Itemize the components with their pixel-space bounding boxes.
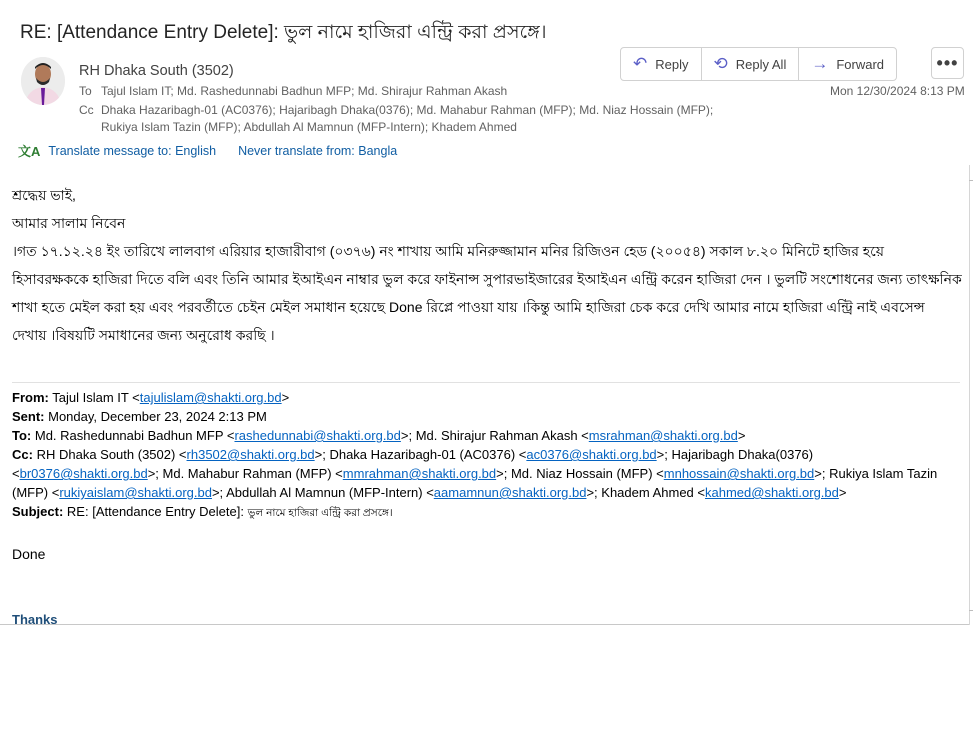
fwd-cc-email-link[interactable]: aamamnun@shakti.org.bd: [433, 485, 587, 500]
cc-line: [79, 102, 719, 136]
sender-name[interactable]: RH Dhaka South (3502): [79, 63, 234, 79]
thanks-text: Thanks: [12, 612, 58, 624]
reply-icon: ↶: [633, 54, 648, 73]
avatar-photo: [21, 57, 65, 105]
email-subject: RE: [Attendance Entry Delete]: ভুল নামে হাজিরা এন্ট্রি করা প্রসঙ্গে।: [20, 22, 547, 43]
fwd-to-label: To:: [12, 428, 32, 443]
forward-label: Forward: [836, 56, 885, 72]
fwd-cc-name: RH Dhaka South (3502) <: [36, 447, 187, 462]
fwd-from-email-link[interactable]: tajulislam@shakti.org.bd: [139, 390, 282, 405]
fwd-cc-name: >; Khadem Ahmed <: [586, 485, 705, 500]
reply-all-label: Reply All: [735, 56, 787, 72]
cc-recipients-line2[interactable]: Rukiya Islam Tazin (MFP); Abdullah Al Mamnun (MFP-Intern); Khadem Ahmed: [101, 120, 517, 134]
fwd-cc-name: >; Md. Niaz Hossain (MFP) <: [496, 466, 664, 481]
fwd-cc-name: >; Dhaka Hazaribagh-01 (AC0376) <: [314, 447, 527, 462]
scrollbar-mark: [969, 610, 973, 611]
fwd-cc-email-link[interactable]: br0376@shakti.org.bd: [19, 466, 148, 481]
forward-button[interactable]: [799, 48, 896, 80]
fwd-subject-bangla: ভুল নামে হাজিরা এন্ট্রি করা প্রসঙ্গে।: [247, 507, 393, 519]
message-body: [12, 181, 962, 349]
fwd-subject-prefix: RE: [Attendance Entry Delete]:: [66, 504, 248, 519]
greeting-line: শ্রদ্ধেয় ভাই,: [12, 187, 76, 203]
translate-link[interactable]: Translate message to: English: [48, 143, 217, 158]
scrollbar-track[interactable]: [969, 165, 970, 625]
fwd-cc-email-link[interactable]: ac0376@shakti.org.bd: [526, 447, 657, 462]
fwd-cc-email-link[interactable]: mnhossain@shakti.org.bd: [663, 466, 815, 481]
fwd-from-label: From:: [12, 390, 49, 405]
reply-done-text: Done: [12, 546, 46, 562]
scrollbar-mark: [969, 180, 973, 181]
avatar[interactable]: [21, 57, 65, 105]
fwd-from-name: Tajul Islam IT <: [52, 390, 140, 405]
fwd-to-email-link[interactable]: msrahman@shakti.org.bd: [588, 428, 738, 443]
quote-divider: [12, 382, 960, 383]
to-label: To: [79, 84, 92, 98]
message-actions: [620, 47, 897, 81]
to-line: [79, 84, 507, 98]
fwd-cc-label: Cc:: [12, 447, 33, 462]
forward-icon: →: [811, 54, 829, 73]
fwd-cc-email-link[interactable]: kahmed@shakti.org.bd: [705, 485, 839, 500]
fwd-cc-email-link[interactable]: rukiyaislam@shakti.org.bd: [59, 485, 212, 500]
fwd-sent-label: Sent:: [12, 409, 45, 424]
fwd-cc-name: >; Abdullah Al Mamnun (MFP-Intern) <: [211, 485, 434, 500]
fwd-cc-name: >; Rukiya Islam Tazin (MFP) <: [12, 466, 938, 500]
translate-icon: 文A: [18, 144, 41, 159]
fwd-sent-value: Monday, December 23, 2024 2:13 PM: [48, 409, 267, 424]
body-paragraph: ।গত ১৭.১২.২৪ ইং তারিখে লালবাগ এরিয়ার হাজারীবাগ (০৩৭৬) নং শাখায় আমি মনিরুজ্জামান মনির রিজিওন হেড (২০০৫৪) সকাল ৮.২০ মিনিটে হাজির হয়ে হিসাবরক্ষককে হাজিরা দিতে বলি এবং তিনি আমার ইআইএন নাম্বার ভুল করে ফাইনান্স সুপারভাইজারের ইআইএন এন্ট্রি করেন হাজিরা দেন । ভুলটি সংশোধনের জন্য তাৎক্ষনিক শাখা হতে মেইল করা হয় এবং পরবর্তীতে চেইন মেইল সমাধান হয়েছে Done রিপ্লে পাওয়া যায় ।কিন্তু আমি হাজিরা চেক করে দেখি আমার নামে হাজিরা এন্ট্রি নাই এবসেন্স দেখায় ।বিষয়টি সমাধানের জন্য অনুরোধ করছি ।: [12, 243, 962, 343]
fwd-to-line: To: Md. Rashedunnabi Badhun MFP <rashedunnabi@shakti.org.bd>; Md. Shirajur Rahman Akash <msrahman@shakti.org.bd>: [12, 428, 746, 443]
never-translate-link[interactable]: Never translate from: Bangla: [238, 143, 398, 158]
fwd-cc-email-link[interactable]: rh3502@shakti.org.bd: [186, 447, 315, 462]
fwd-subject-label: Subject:: [12, 504, 64, 519]
fwd-subject-line: [12, 502, 957, 523]
fwd-to-name: >; Md. Shirajur Rahman Akash <: [400, 428, 589, 443]
cc-label: Cc: [79, 103, 94, 117]
fwd-cc-email-link[interactable]: mmrahman@shakti.org.bd: [342, 466, 497, 481]
reply-all-icon: ⟲: [713, 54, 728, 73]
fwd-from-line: From: Tajul Islam IT <tajulislam@shakti.org.bd>: [12, 390, 290, 405]
fwd-cc-name: >; Hajaribagh Dhaka(0376) <: [12, 447, 814, 481]
fwd-cc-line: Cc: RH Dhaka South (3502) <rh3502@shakti.org.bd>; Dhaka Hazaribagh-01 (AC0376) <ac0376@shakti.org.bd>; Hajaribagh Dhaka(0376) <br0376@shakti.org.bd>; Md. Mahabur Rahman (MFP) <mmrahman@shakti.org.bd>; Md. Niaz Hossain (MFP) <mnhossain@shakti.org.bd>; Rukiya Islam Tazin (MFP) <rukiyaislam@shakti.org.bd>; Abdullah Al Mamnun (MFP-Intern) <aamamnun@shakti.org.bd>; Khadem Ahmed <kahmed@shakti.org.bd>: [12, 447, 938, 500]
fwd-sent-line: [12, 407, 957, 426]
reply-label: Reply: [655, 56, 689, 72]
forwarded-header: [12, 388, 957, 523]
fwd-cc-name: >; Md. Mahabur Rahman (MFP) <: [147, 466, 343, 481]
sent-date: Mon 12/30/2024 8:13 PM: [830, 84, 965, 98]
more-actions-button[interactable]: •••: [931, 47, 964, 79]
fwd-to-name: Md. Rashedunnabi Badhun MFP <: [34, 428, 235, 443]
reply-all-button[interactable]: [702, 48, 800, 80]
reply-button[interactable]: [621, 48, 702, 80]
fwd-to-email-link[interactable]: rashedunnabi@shakti.org.bd: [234, 428, 401, 443]
translate-bar: [18, 141, 397, 160]
to-recipients[interactable]: Tajul Islam IT; Md. Rashedunnabi Badhun MFP; Md. Shirajur Rahman Akash: [101, 84, 508, 98]
reading-pane-bottom-border: [0, 624, 970, 625]
cc-recipients-line1[interactable]: Dhaka Hazaribagh-01 (AC0376); Hajaribagh Dhaka(0376); Md. Mahabur Rahman (MFP); Md. Niaz Hossain (MFP);: [101, 103, 714, 117]
salam-line: আমার সালাম নিবেন: [12, 215, 126, 231]
